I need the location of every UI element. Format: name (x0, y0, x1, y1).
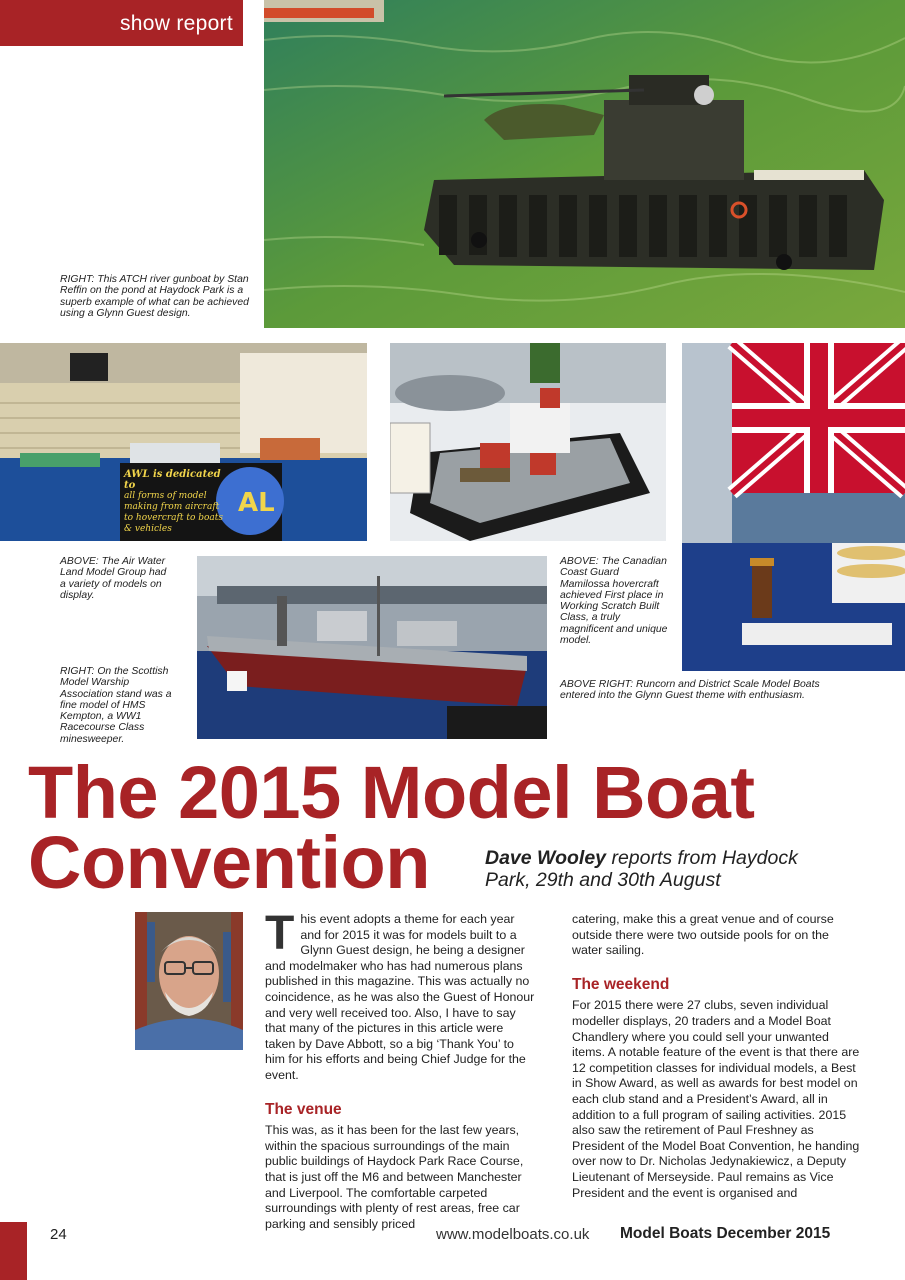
section-tab (0, 0, 243, 46)
kempton-caption: RIGHT: On the Scottish Model Warship Association stand was a fine model of HMS Kempton, a WW1 Racecourse Class minesweeper. (60, 666, 172, 745)
runcorn-caption: ABOVE RIGHT: Runcorn and District Scale Model Boats entered into the Glynn Guest theme with enthusiasm. (560, 679, 820, 702)
footer-accent-bar (0, 1222, 27, 1280)
subhead-venue: The venue (265, 1100, 342, 1118)
article-title-line1: The 2015 Model Boat (28, 751, 755, 834)
article-paragraph-2: This was, as it has been for the last few years, within the spacious surroundings of the main public buildings of Haydock Park Race Course, that is just off the M6 and between Manchester and Liverpool. The comfortable carpeted surroundings with plenty of rest areas, free car parking and sensibly priced (265, 1123, 524, 1231)
article-paragraph-4: For 2015 there were 27 clubs, seven individual modeller displays, 20 traders and a Model Boat Chandlery where you could sell your unwanted items. A notable feature of the event is that there are 12 competition classes for individual models, a Best in Show Award, as well as awards for best model on each club stand and a President’s Award, all in addition to a full program of sailing activities. 2015 also saw the retirement of Paul Freshney as President of the Model Boat Convention, he handing over now to Dr. Nicholas Jedynakiewicz, a Deputy Lieutenant of Merseyside. Paul remains as Vice President and the event is organised and (572, 998, 860, 1200)
page-number: 24 (50, 1226, 67, 1243)
hovercraft-caption: ABOVE: The Canadian Coast Guard Mamilossa hovercraft achieved First place in Working Scratch Built Class, a truly magnificent and unique model. (560, 556, 668, 647)
awl-banner-line4: to hovercraft to boats (124, 513, 224, 523)
subhead-weekend: The weekend (572, 975, 670, 993)
hovercraft-photo (390, 343, 666, 541)
awl-stand-photo (0, 343, 367, 541)
section-label: show report (119, 12, 233, 35)
byline-text: reports from Haydock Park, 29th and 30th August (485, 847, 798, 891)
awl-banner-line3: making from aircraft (124, 502, 220, 512)
awl-caption: ABOVE: The Air Water Land Model Group had a variety of models on display. (60, 556, 167, 601)
article-paragraph-1-text: his event adopts a theme for each year and for 2015 it was for models built to a Glynn Guest design, he being a designer and modelmaker who has had numerous plans published in this magazine. This was actually no coincidence, as he was also the Guest of Honour and very well received too. Also, I have to say that many of the pictures in this article were taken by Dave Abbott, so a big ‘Thank You’ to him for his efforts and being Chief Judge for the event. (265, 912, 535, 1082)
gunboat-photo (264, 0, 905, 328)
awl-banner-text (124, 469, 234, 535)
footer-url[interactable]: www.modelboats.co.uk (436, 1226, 590, 1243)
article-byline (485, 847, 845, 891)
article-column-2 (572, 912, 862, 1201)
article-paragraph-1 (265, 907, 535, 1084)
article-paragraph-3: catering, make this a great venue and of course outside there were two outside pools for on the water sailing. (572, 912, 834, 958)
awl-banner-line2: all forms of model (124, 491, 207, 501)
dropcap: T (265, 907, 295, 960)
svg-text:AL: AL (238, 488, 275, 518)
gunboat-caption: RIGHT: This ATCH river gunboat by Stan Reffin on the pond at Haydock Park is a superb example of what can be achieved using a Glynn Guest design. (60, 274, 249, 319)
article-column-1 (265, 907, 535, 1232)
awl-banner-line1: AWL is dedicated to (124, 469, 221, 491)
article-title-line2: Convention (28, 821, 430, 904)
footer-magazine: Model Boats December 2015 (620, 1225, 831, 1242)
author-portrait (135, 912, 243, 1050)
author-name: Dave Wooley (485, 847, 607, 869)
kempton-photo (197, 556, 547, 739)
awl-banner-line5: & vehicles (124, 524, 172, 534)
runcorn-stand-photo (682, 343, 905, 671)
